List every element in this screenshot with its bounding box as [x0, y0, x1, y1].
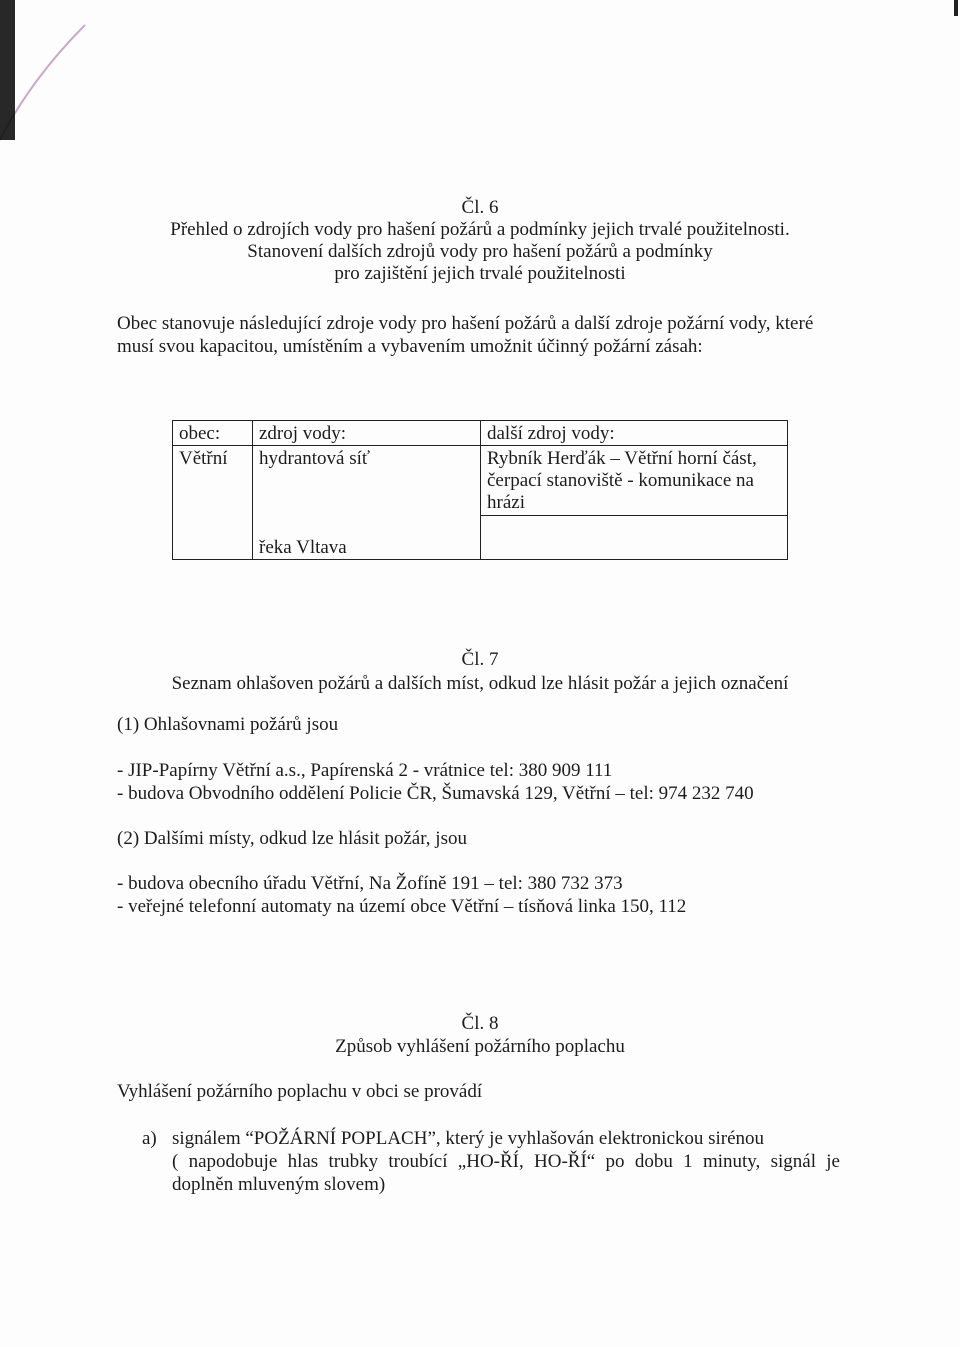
header-obec: obec: [173, 421, 253, 446]
article-6-title-line-3: pro zajištění jejich trvalé použitelnosti [334, 263, 626, 284]
article-7-item-3: - budova obecního úřadu Větřní, Na Žofíně 191 – tel: 380 732 373 [117, 873, 623, 894]
table-row [173, 446, 788, 516]
article-6-title-line-1: Přehled o zdrojích vody pro hašení požárů a podmínky jejich trvalé použitelnosti. [170, 219, 790, 240]
article-6-paragraph-line-2: musí svou kapacitou, umístěním a vybavením umožnit účinný požární zásah: [117, 336, 703, 357]
article-8-paragraph: Vyhlášení požárního poplachu v obci se provádí [117, 1081, 483, 1102]
article-7-heading: Čl. 7 [461, 649, 499, 670]
article-7-item-2: - budova Obvodního oddělení Policie ČR, Šumavská 129, Větřní – tel: 974 232 740 [117, 783, 754, 804]
cell-dalsi-1 [481, 446, 788, 516]
article-7-section-1: (1) Ohlašovnami požárů jsou [117, 714, 339, 735]
article-8-item-a-line-1: signálem “POŽÁRNÍ POPLACH”, který je vyhlašován elektronickou sirénou [172, 1128, 765, 1149]
cell-zdroj-1: hydrantová síť [253, 446, 481, 516]
cell-obec: Větřní [173, 446, 253, 560]
article-7-item-4: - veřejné telefonní automaty na území obce Větřní – tísňová linka 150, 112 [117, 896, 687, 917]
cell-zdroj-2: řeka Vltava [253, 516, 481, 560]
water-sources-table [172, 420, 788, 560]
article-8-title: Způsob vyhlášení požárního poplachu [335, 1036, 625, 1057]
article-8-item-a-line-2: ( napodobuje hlas trubky troubící „HO-ŘÍ, HO-ŘÍ“ po dobu 1 minuty, signál je [172, 1151, 840, 1172]
article-7-item-1: - JIP-Papírny Větřní a.s., Papírenská 2 - vrátnice tel: 380 909 111 [117, 760, 613, 781]
cell-dalsi-1-line-1: Rybník Herďák – Větřní horní část, [487, 448, 757, 469]
header-dalsi-zdroj: další zdroj vody: [481, 421, 788, 446]
article-8-item-a-marker: a) [142, 1128, 157, 1149]
table-header-row [173, 421, 788, 446]
scan-edge-mark [0, 0, 110, 160]
article-6-paragraph-line-1: Obec stanovuje následující zdroje vody pro hašení požárů a další zdroje požární vody, které [117, 313, 814, 334]
scan-corner-mark [948, 0, 960, 40]
cell-dalsi-1-line-3: hrázi [487, 492, 525, 513]
table-row [173, 516, 788, 560]
article-8-heading: Čl. 8 [461, 1013, 499, 1034]
article-6-heading: Čl. 6 [461, 197, 499, 218]
article-7-title: Seznam ohlašoven požárů a dalších míst, odkud lze hlásit požár a jejich označení [171, 673, 789, 694]
article-8-item-a-line-3: doplněn mluveným slovem) [172, 1174, 386, 1195]
cell-dalsi-1-line-2: čerpací stanoviště - komunikace na [487, 470, 754, 491]
article-6-title-line-2: Stanovení dalších zdrojů vody pro hašení požárů a podmínky [247, 241, 713, 262]
article-7-section-2: (2) Dalšími místy, odkud lze hlásit požár, jsou [117, 828, 467, 849]
header-zdroj-vody: zdroj vody: [253, 421, 481, 446]
cell-dalsi-2 [481, 516, 788, 560]
